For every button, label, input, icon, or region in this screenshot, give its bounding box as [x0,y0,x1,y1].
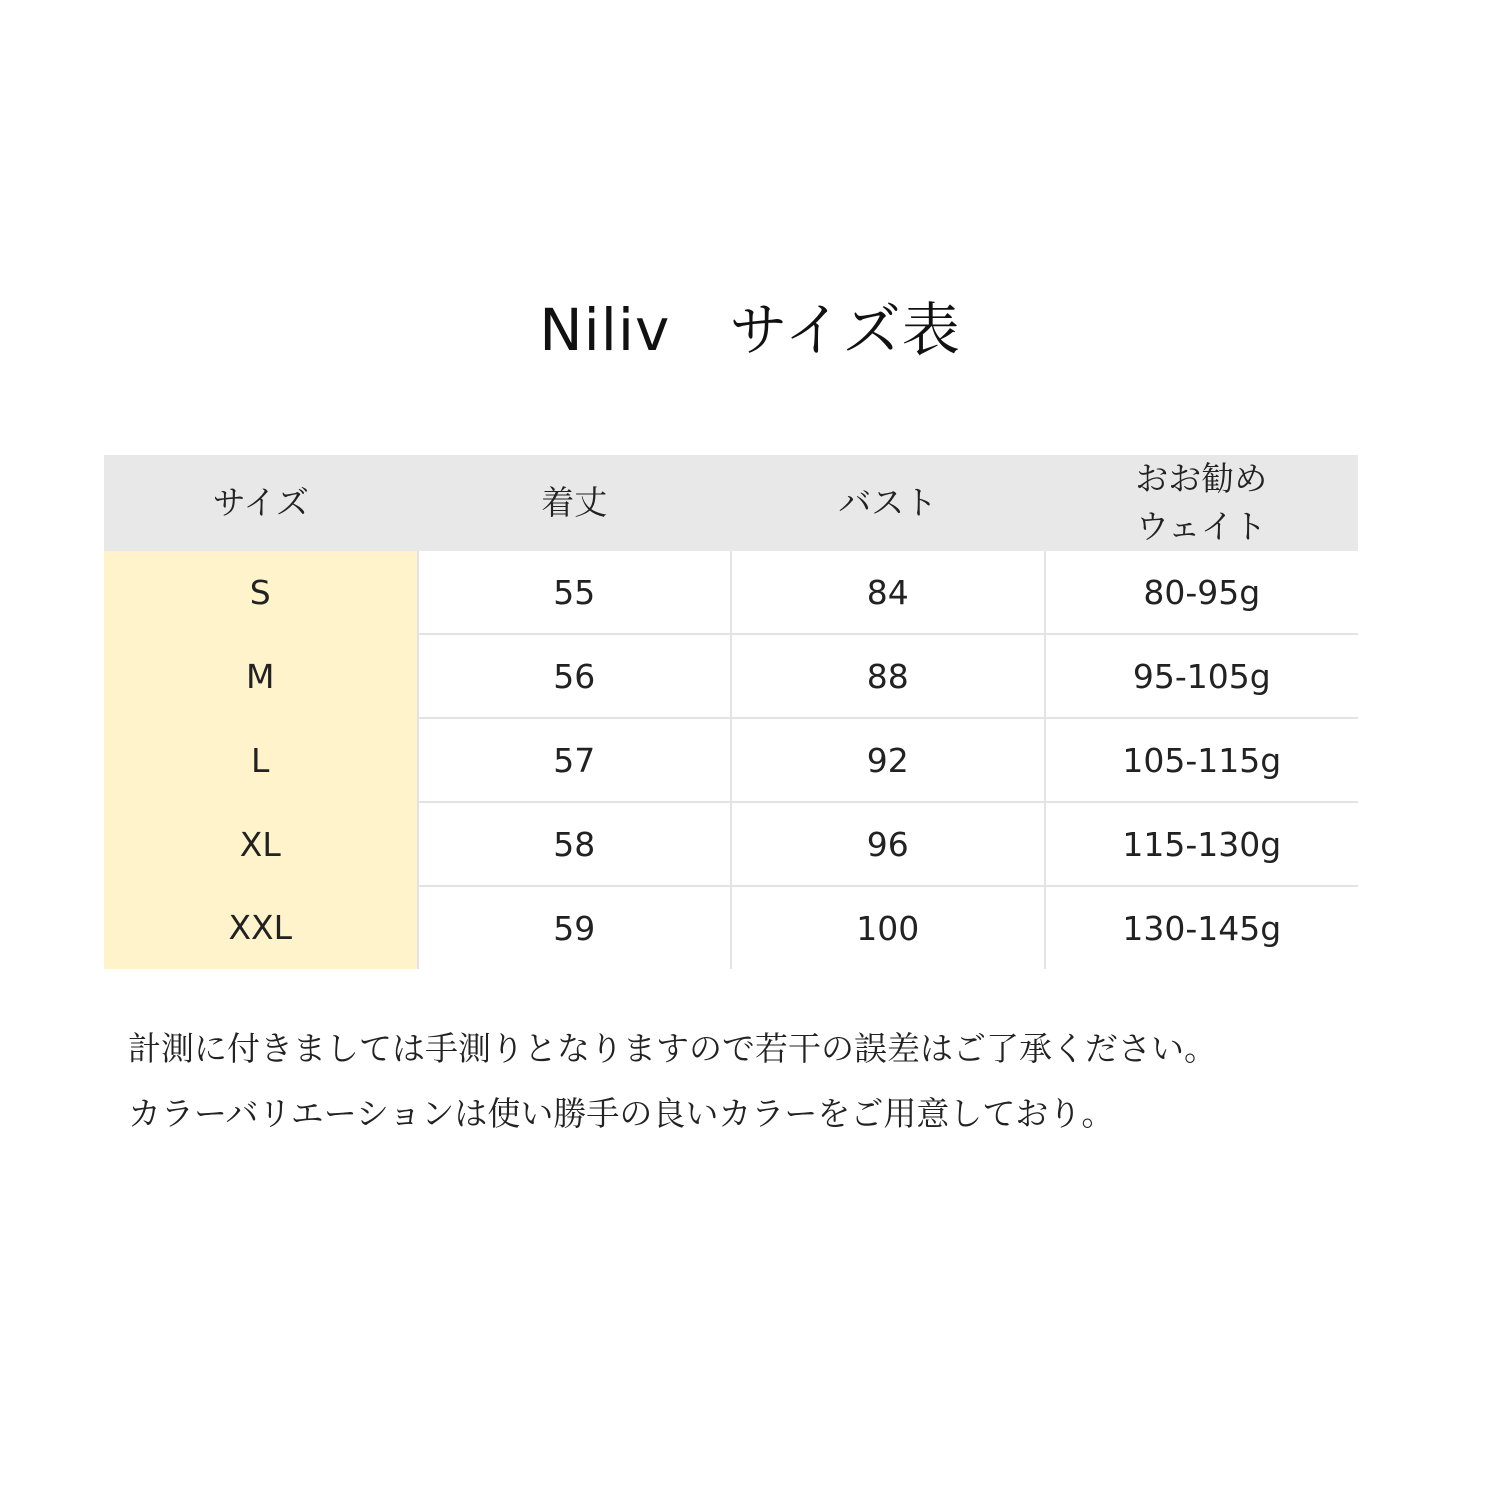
length-cell: 58 [418,802,732,886]
size-chart-table [104,455,1358,969]
table-header-row [104,455,1358,551]
length-cell: 56 [418,634,732,718]
size-cell: S [104,551,418,634]
weight-cell: 115-130g [1045,802,1359,886]
length-cell: 59 [418,886,732,969]
length-cell: 57 [418,718,732,802]
header-recommended-weight: おお勧め ウェイト [1045,455,1359,551]
bust-cell: 84 [731,551,1045,634]
table-row [104,886,1358,969]
bust-cell: 100 [731,886,1045,969]
size-cell: M [104,634,418,718]
weight-cell: 80-95g [1045,551,1359,634]
table-row [104,802,1358,886]
size-cell: XL [104,802,418,886]
table-row [104,551,1358,634]
header-length: 着丈 [418,455,732,551]
table-row [104,718,1358,802]
size-cell: L [104,718,418,802]
header-bust: バスト [731,455,1045,551]
weight-cell: 130-145g [1045,886,1359,969]
bust-cell: 96 [731,802,1045,886]
header-size: サイズ [104,455,418,551]
table-row [104,634,1358,718]
weight-cell: 95-105g [1045,634,1359,718]
page-title: Niliv サイズ表 [539,296,961,364]
color-variation-note: カラーバリエーションは使い勝手の良いカラーをご用意しており。 [128,1094,1115,1133]
size-cell: XXL [104,886,418,969]
weight-cell: 105-115g [1045,718,1359,802]
bust-cell: 88 [731,634,1045,718]
bust-cell: 92 [731,718,1045,802]
length-cell: 55 [418,551,732,634]
measurement-note: 計測に付きましては手測りとなりますので若干の誤差はご了承ください。 [128,1029,1217,1068]
